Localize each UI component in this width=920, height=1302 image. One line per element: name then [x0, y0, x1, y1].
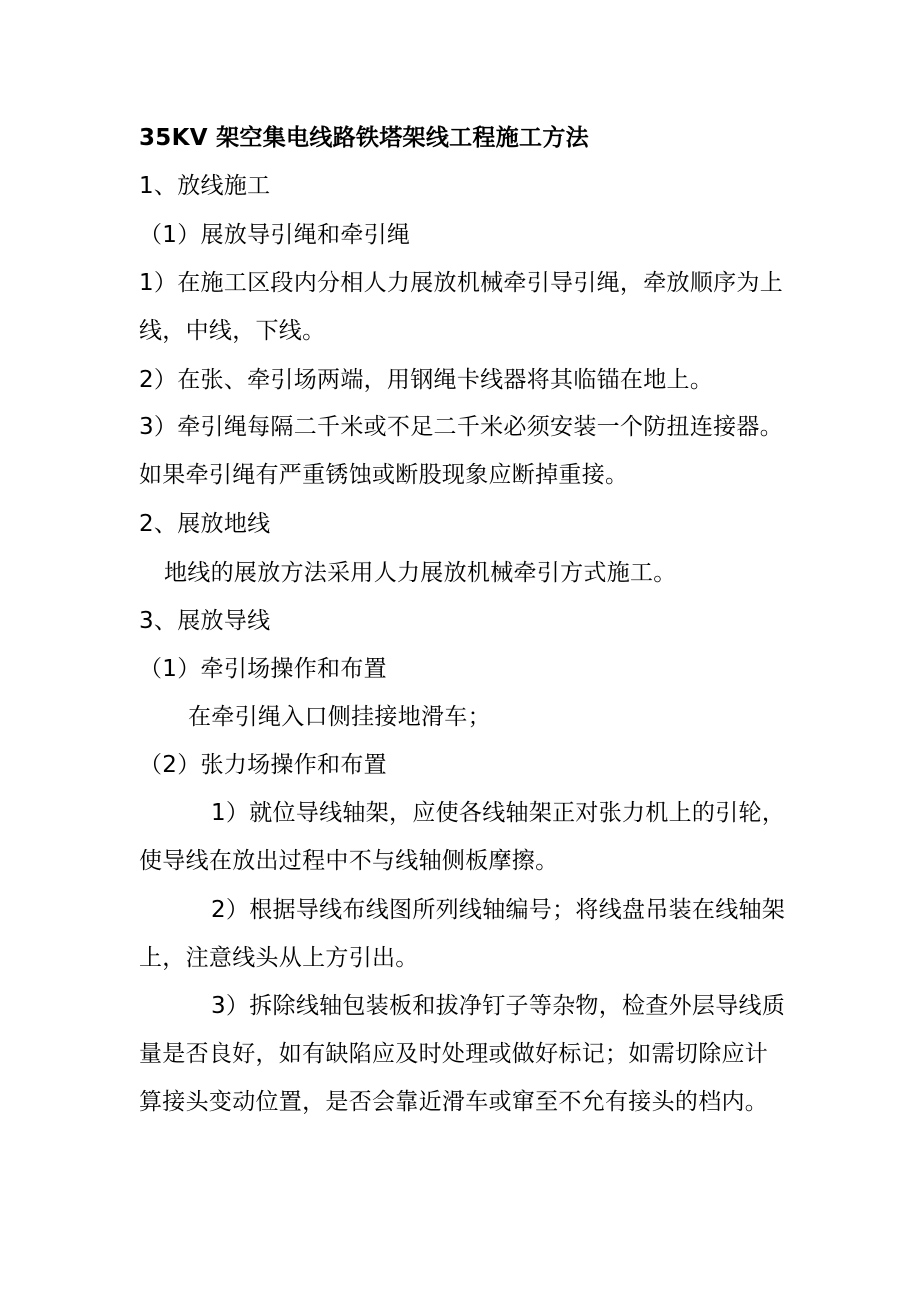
section-1-1-heading: （1）展放导引绳和牵引绳	[139, 222, 411, 248]
section-3-1-heading: （1）牵引场操作和布置	[139, 656, 387, 682]
section-3-1-paragraph-1: 在牵引绳入口侧挂接地滑车；	[188, 704, 491, 730]
section-1-1-paragraph-2: 2）在张、牵引场两端，用钢绳卡线器将其临锚在地上。	[139, 367, 714, 393]
section-2-heading: 2、展放地线	[139, 511, 271, 537]
section-1-1-paragraph-3: 3）牵引绳每隔二千米或不足二千米必须安装一个防扭连接器。如果牵引绳有严重锈蚀或断股现象应断掉重接。	[139, 414, 784, 488]
section-2-paragraph-1: 地线的展放方法采用人力展放机械牵引方式施工。	[164, 560, 677, 586]
document-title: 35KV 架空集电线路铁塔架线工程施工方法	[139, 125, 589, 151]
section-3-heading: 3、展放导线	[139, 608, 271, 634]
section-1-1-paragraph-1: 1）在施工区段内分相人力展放机械牵引导引绳，牵放顺序为上线，中线，下线。	[139, 270, 784, 344]
section-3-2-paragraph-3: 3）拆除线轴包装板和拔净钉子等杂物，检查外层导线质量是否良好，如有缺陷应及时处理或做好标记；如需切除应计算接头变动位置，是否会靠近滑车或窜至不允有接头的档内。	[139, 993, 786, 1115]
section-3-2-paragraph-2: 2）根据导线布线图所列线轴编号；将线盘吊装在线轴架上，注意线头从上方引出。	[139, 897, 786, 971]
section-1-heading: 1、放线施工	[139, 173, 271, 199]
section-3-2-paragraph-1: 1）就位导线轴架，应使各线轴架正对张力机上的引轮，使导线在放出过程中不与线轴侧板摩擦。	[139, 800, 786, 874]
section-3-2-heading: （2）张力场操作和布置	[139, 752, 387, 778]
